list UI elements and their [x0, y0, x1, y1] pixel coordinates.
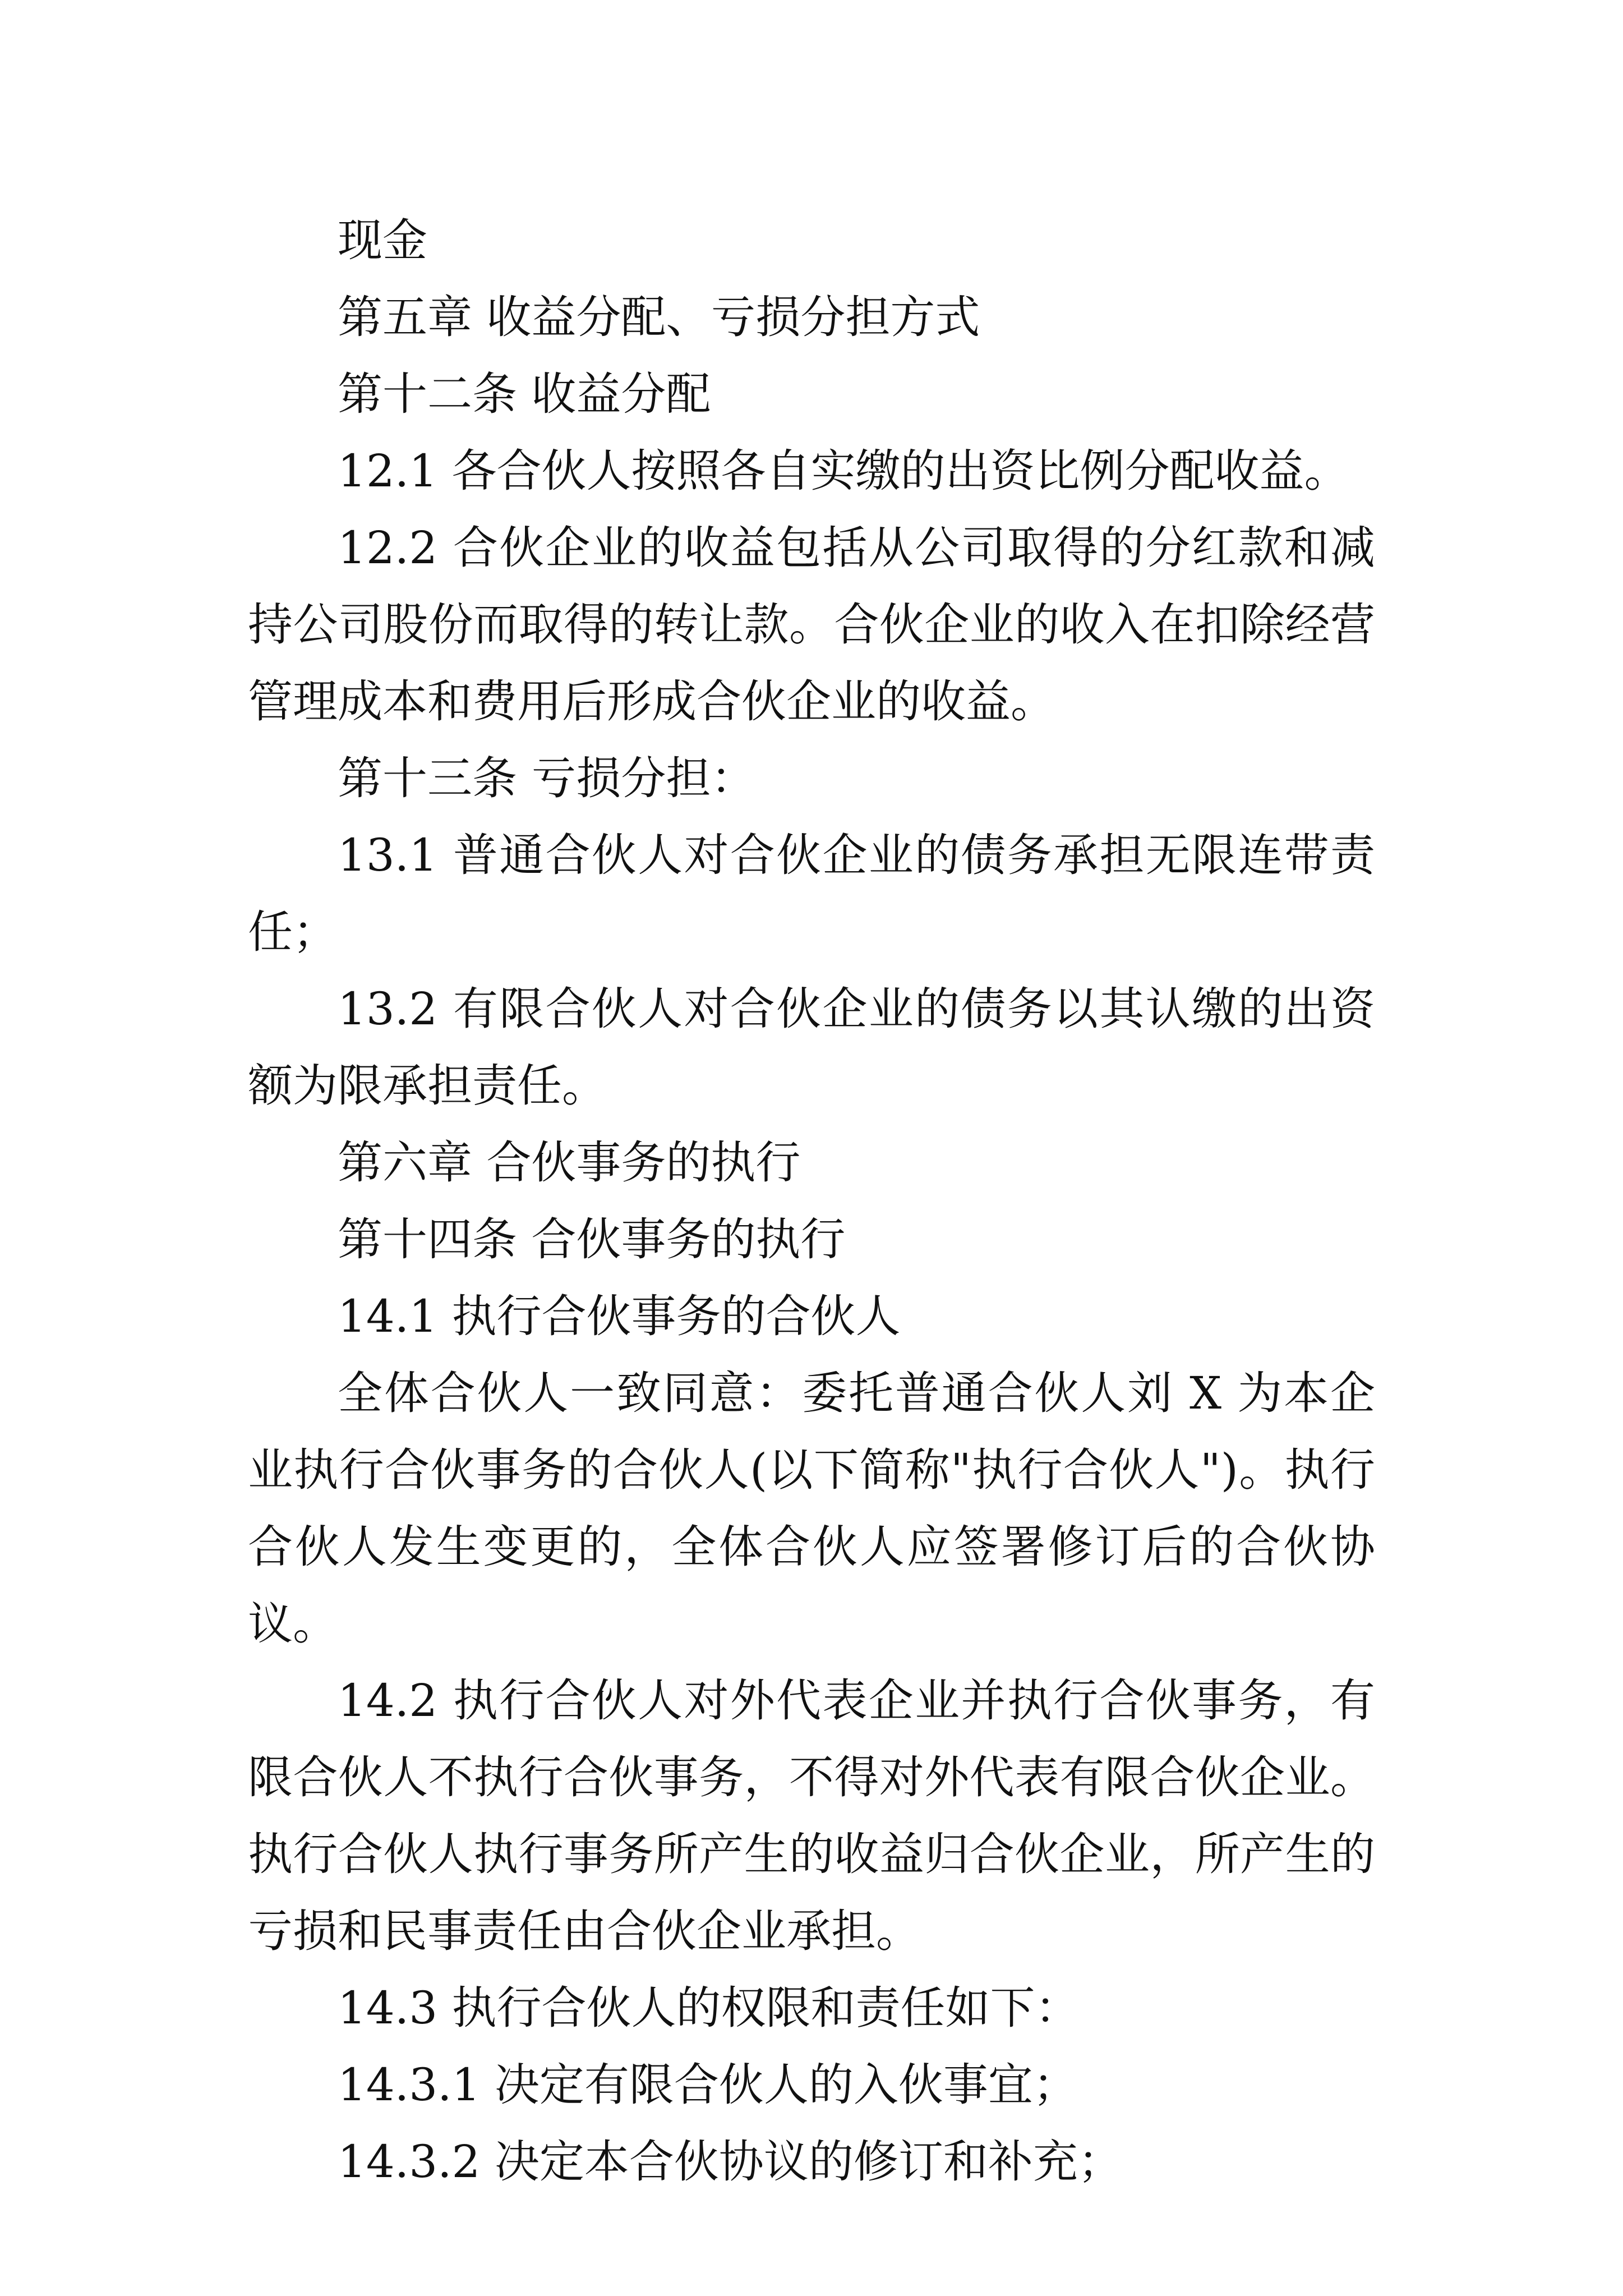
clause: 14.3.1 决定有限合伙人的入伙事宜；	[338, 2059, 1078, 2111]
paragraph: 全体合伙人一致同意：委托普通合伙人刘 X 为本企业执行合伙事务的合伙人(以下简称"执行合伙人")。执行合伙人发生变更的，全体合伙人应签署修订后的合伙协议。	[248, 1367, 1375, 1650]
clause: 14.3.2 决定本合伙协议的修订和补充；	[338, 2136, 1123, 2188]
clause: 14.2 执行合伙人对外代表企业并执行合伙事务，有限合伙人不执行合伙事务，不得对外代表有限合伙企业。执行合伙人执行事务所产生的收益归合伙企业，所产生的亏损和民事责任由合伙企业承担。	[248, 1674, 1375, 1957]
clause: 14.3 执行合伙人的权限和责任如下：	[338, 1982, 1080, 2034]
article-heading: 第十四条 合伙事务的执行	[338, 1213, 846, 1266]
clause: 13.1 普通合伙人对合伙企业的债务承担无限连带责任；	[248, 829, 1375, 958]
clause: 14.1 执行合伙事务的合伙人	[338, 1290, 901, 1342]
chapter-heading: 第五章 收益分配、亏损分担方式	[338, 291, 980, 343]
clause: 12.2 合伙企业的收益包括从公司取得的分红款和减持公司股份而取得的转让款。合伙企业的收入在扣除经营管理成本和费用后形成合伙企业的收益。	[248, 522, 1375, 728]
clause: 13.2 有限合伙人对合伙企业的债务以其认缴的出资额为限承担责任。	[248, 983, 1375, 1112]
article-heading: 第十三条 亏损分担：	[338, 752, 756, 804]
paragraph: 现金	[338, 214, 427, 266]
article-heading: 第十二条 收益分配	[338, 368, 711, 420]
clause: 12.1 各合伙人按照各自实缴的出资比例分配收益。	[338, 445, 1349, 497]
chapter-heading: 第六章 合伙事务的执行	[338, 1137, 801, 1189]
document-body	[248, 202, 1375, 2200]
